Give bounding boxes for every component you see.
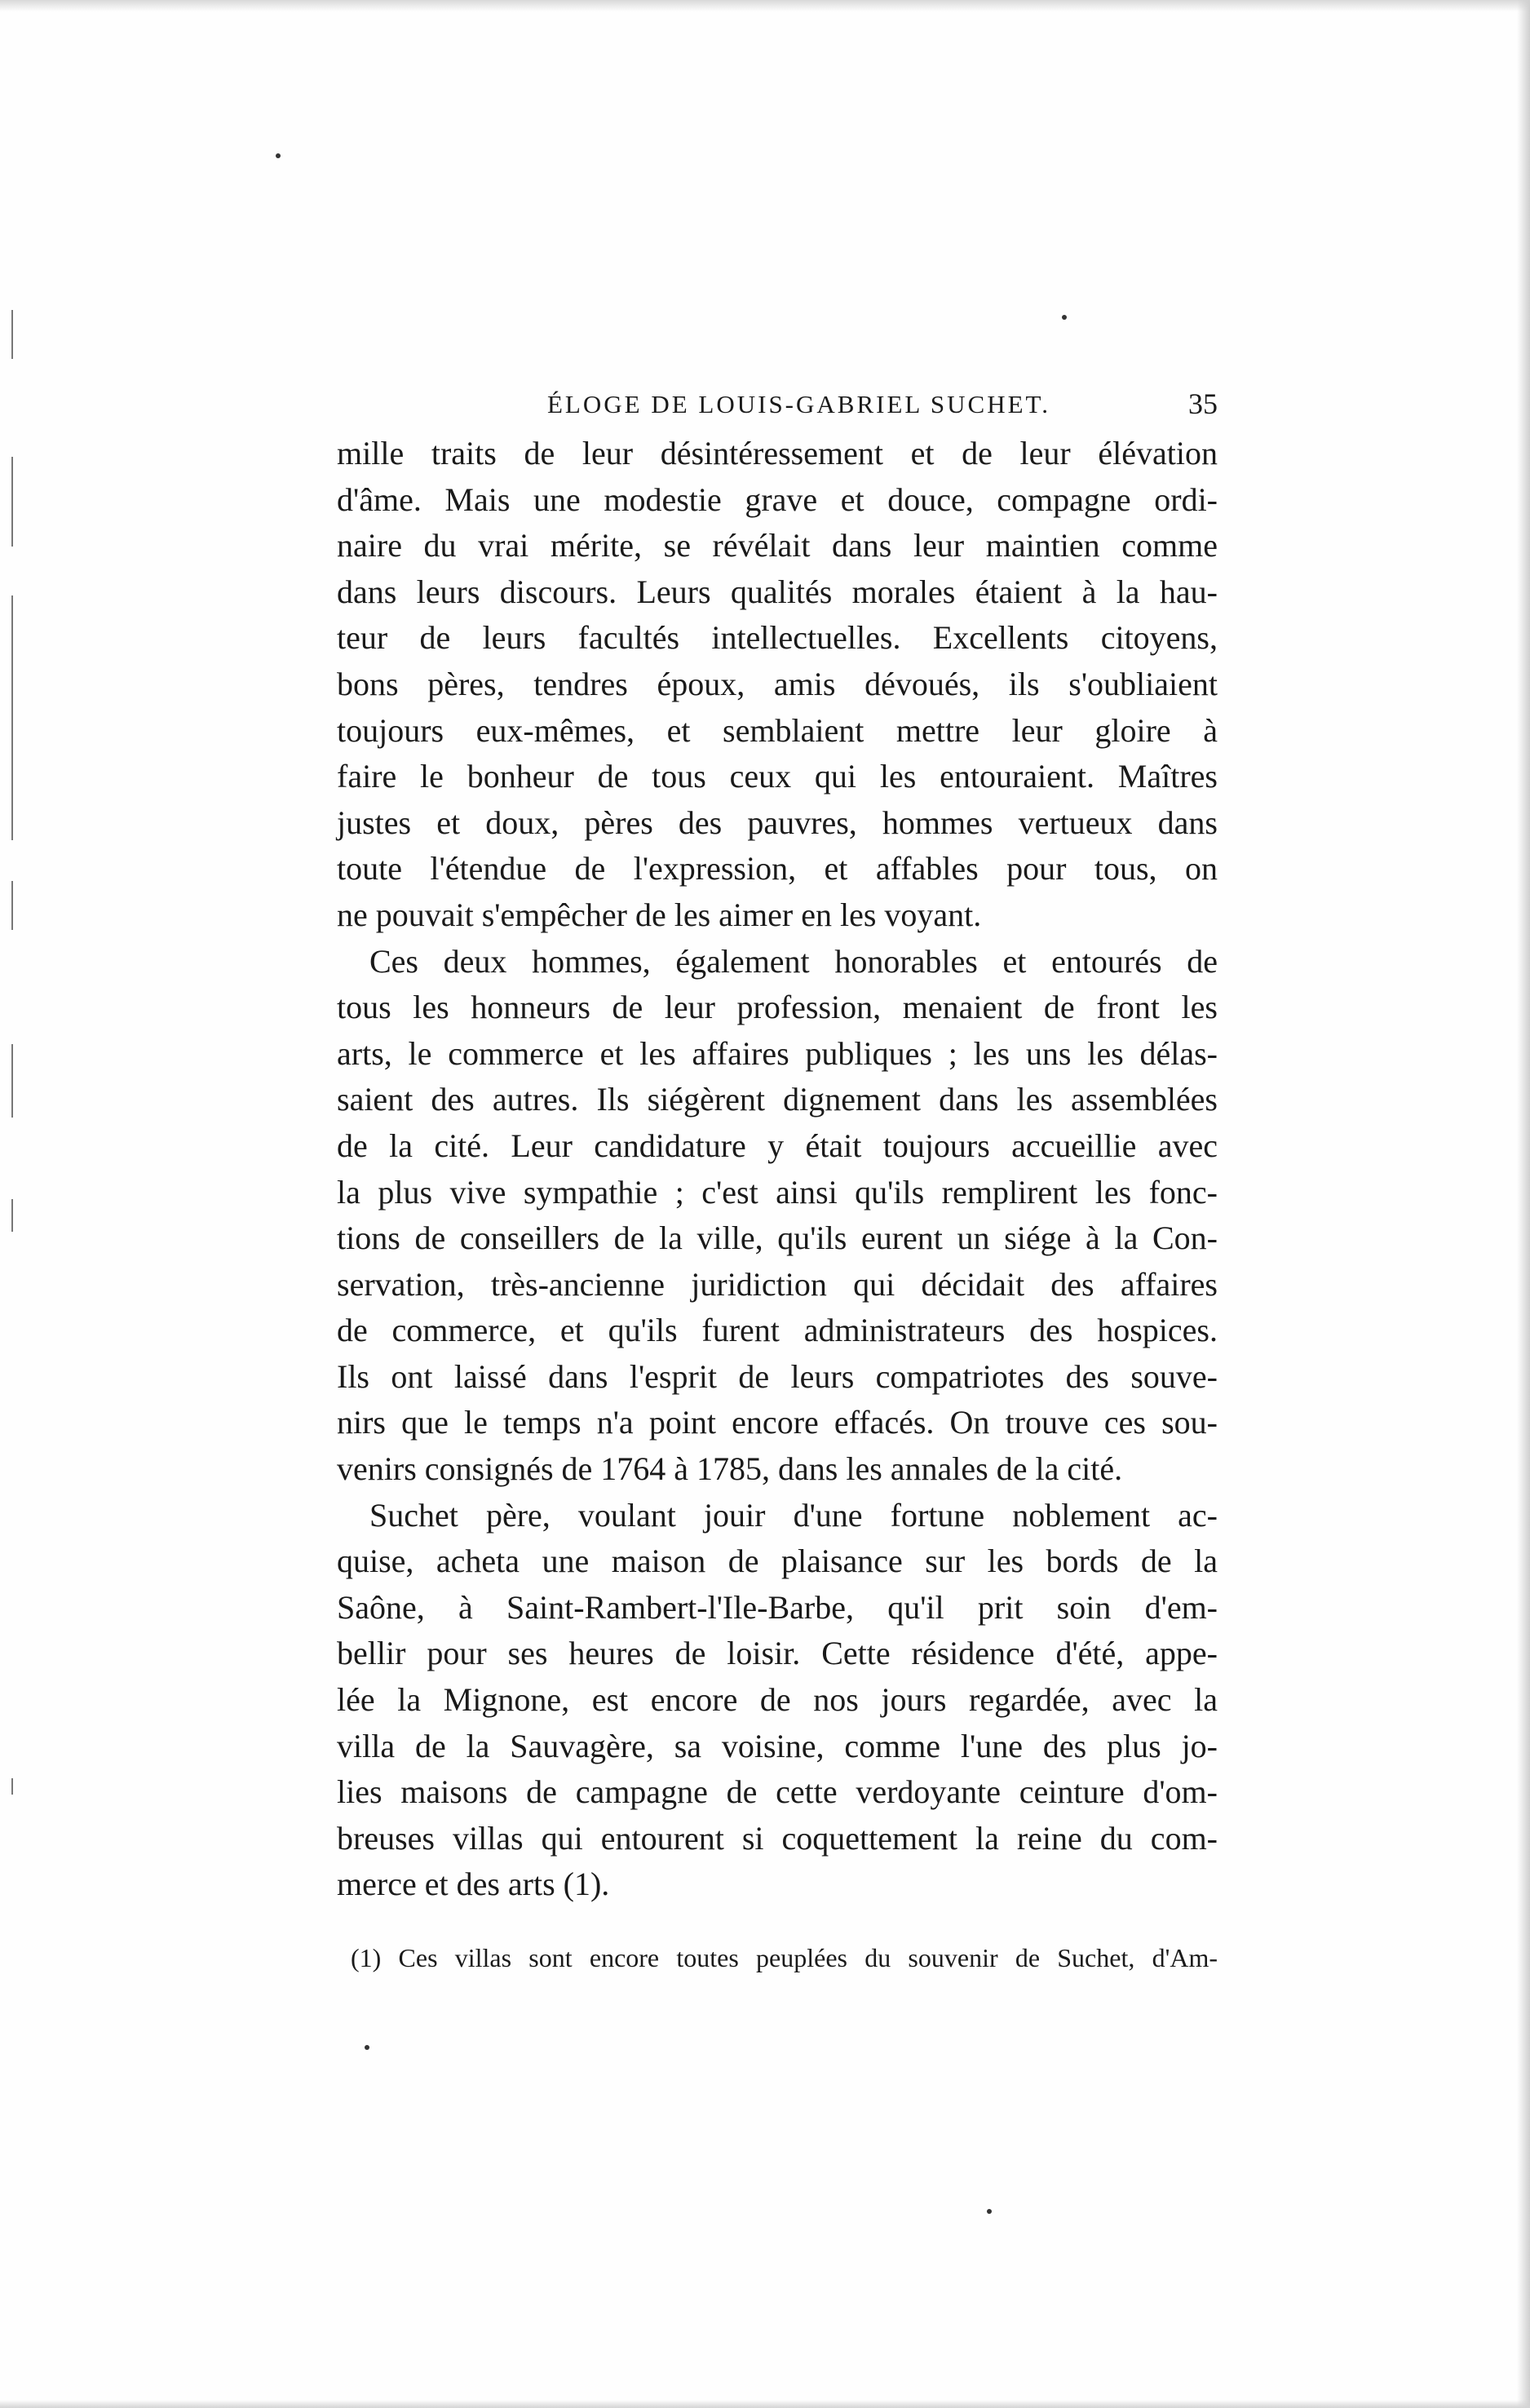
text-line: Ces deux hommes, également honorables et entourés de bbox=[369, 942, 1218, 980]
page-header bbox=[337, 383, 1218, 424]
text-line: venirs consignés de 1764 à 1785, dans les annales de la cité. bbox=[337, 1450, 1123, 1488]
scan-edge-right bbox=[1517, 0, 1530, 2408]
text-line: servation, très-ancienne juridiction qui décidait des affaires bbox=[337, 1265, 1218, 1303]
text-line: quise, acheta une maison de plaisance sur les bords de la bbox=[337, 1543, 1218, 1580]
text-line: tous les honneurs de leur profession, menaient de front les bbox=[337, 989, 1218, 1026]
text-line: de commerce, et qu'ils furent administrateurs des hospices. bbox=[337, 1312, 1218, 1349]
ink-speck bbox=[276, 153, 281, 158]
text-line: toujours eux-mêmes, et semblaient mettre leur gloire à bbox=[337, 711, 1218, 749]
text-line: la plus vive sympathie ; c'est ainsi qu'ils remplirent les fonc- bbox=[337, 1173, 1218, 1211]
text-line: ne pouvait s'empêcher de les aimer en les voyant. bbox=[337, 896, 982, 933]
text-line: Suchet père, voulant jouir d'une fortune noblement ac- bbox=[369, 1496, 1218, 1534]
paragraph bbox=[337, 1493, 1218, 1908]
text-line: nirs que le temps n'a point encore effacés. On trouve ces sou- bbox=[337, 1404, 1218, 1441]
ink-speck bbox=[365, 2045, 369, 2050]
paragraph bbox=[337, 939, 1218, 1493]
text-line: d'âme. Mais une modestie grave et douce, compagne ordi- bbox=[337, 480, 1218, 518]
text-line: justes et doux, pères des pauvres, hommes vertueux dans bbox=[337, 803, 1218, 841]
footnote: (1) Ces villas sont encore toutes peuplées du souvenir de Suchet, d'Am- bbox=[351, 1943, 1218, 1972]
scan-edge-bottom bbox=[0, 2400, 1530, 2408]
text-line: dans leurs discours. Leurs qualités morales étaient à la hau- bbox=[337, 573, 1218, 610]
text-line: Ils ont laissé dans l'esprit de leurs compatriotes des souve- bbox=[337, 1357, 1218, 1395]
scan-edge-top bbox=[0, 0, 1530, 11]
paragraph bbox=[337, 431, 1218, 939]
text-line: mille traits de leur désintéressement et de leur élévation bbox=[337, 435, 1218, 471]
scan-edge-mark bbox=[11, 310, 13, 359]
text-line: lée la Mignone, est encore de nos jours regardée, avec la bbox=[337, 1681, 1218, 1719]
text-line: bons pères, tendres époux, amis dévoués, ils s'oubliaient bbox=[337, 665, 1218, 702]
text-line: lies maisons de campagne de cette verdoyante ceinture d'om- bbox=[337, 1773, 1218, 1811]
page-number: 35 bbox=[1188, 387, 1218, 420]
running-title: ÉLOGE DE LOUIS-GABRIEL SUCHET. bbox=[547, 390, 1050, 418]
scan-edge-mark bbox=[11, 1044, 13, 1118]
text-line: teur de leurs facultés intellectuelles. Excellents citoyens, bbox=[337, 619, 1218, 657]
scan-edge-mark bbox=[11, 595, 13, 840]
text-line: de la cité. Leur candidature y était toujours accueillie avec bbox=[337, 1127, 1218, 1164]
text-line: naire du vrai mérite, se révélait dans leur maintien comme bbox=[337, 527, 1218, 564]
text-line: saient des autres. Ils siégèrent dignement dans les assemblées bbox=[337, 1081, 1218, 1118]
text-line: merce et des arts (1). bbox=[337, 1866, 610, 1903]
text-line: faire le bonheur de tous ceux qui les entouraient. Maîtres bbox=[337, 758, 1218, 795]
body-text bbox=[337, 431, 1218, 1908]
ink-speck bbox=[1062, 315, 1067, 320]
text-line: bellir pour ses heures de loisir. Cette résidence d'été, appe- bbox=[337, 1635, 1218, 1672]
text-line: arts, le commerce et les affaires publiques ; les uns les délas- bbox=[337, 1034, 1218, 1072]
ink-speck bbox=[987, 2209, 992, 2214]
scan-edge-mark bbox=[11, 457, 13, 547]
text-line: Saône, à Saint-Rambert-l'Ile-Barbe, qu'il prit soin d'em- bbox=[337, 1588, 1218, 1626]
scan-edge-mark bbox=[11, 1778, 13, 1795]
text-line: tions de conseillers de la ville, qu'ils eurent un siége à la Con- bbox=[337, 1219, 1218, 1257]
text-line: toute l'étendue de l'expression, et affables pour tous, on bbox=[337, 850, 1218, 888]
text-line: villa de la Sauvagère, sa voisine, comme l'une des plus jo- bbox=[337, 1727, 1218, 1764]
text-line: breuses villas qui entourent si coquettement la reine du com- bbox=[337, 1819, 1218, 1857]
scan-edge-mark bbox=[11, 881, 13, 930]
scan-edge-mark bbox=[11, 1199, 13, 1232]
